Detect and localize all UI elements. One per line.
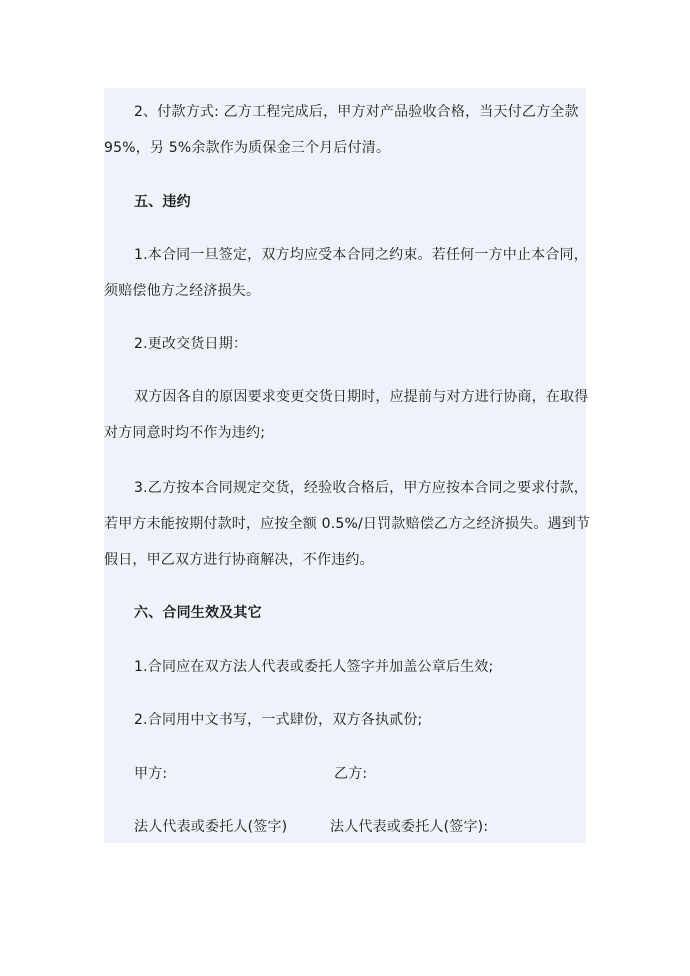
payment-terms-line-2: 95%，另 5%余款作为质保金三个月后付清。 [104,140,391,156]
breach-clause-2-line-1: 双方因各自的原因要求变更交货日期时，应提前与对方进行协商，在取得 [134,389,589,405]
effectiveness-clause-1: 1.合同应在双方法人代表或委托人签字并加盖公章后生效; [134,659,494,675]
party-a-label: 甲方: [134,766,168,782]
breach-clause-2-title: 2.更改交货日期： [134,336,248,352]
party-a-representative-signature: 法人代表或委托人(签字) [134,819,288,835]
party-b-representative-signature: 法人代表或委托人(签字): [330,819,489,835]
breach-clause-1-line-2: 须赔偿他方之经济损失。 [104,283,261,299]
breach-clause-3-line-1: 3.乙方按本合同规定交货，经验收合格后，甲方应按本合同之要求付款， [134,480,588,496]
effectiveness-clause-2: 2.合同用中文书写，一式肆份，双方各执贰份; [134,712,423,728]
section-effectiveness-heading: 六、合同生效及其它 [134,605,262,621]
breach-clause-2-line-2: 对方同意时均不作为违约; [104,425,266,441]
payment-terms-line-1: 2、付款方式: 乙方工程完成后，甲方对产品验收合格，当天付乙方全款 [134,104,579,120]
breach-clause-1-line-1: 1.本合同一旦签定，双方均应受本合同之约束。若任何一方中止本合同， [134,247,588,263]
section-breach-heading: 五、违约 [134,194,191,210]
breach-clause-3-line-2: 若甲方未能按期付款时，应按全额 0.5%/日罚款赔偿乙方之经济损失。遇到节 [104,516,591,532]
party-b-label: 乙方: [334,766,368,782]
breach-clause-3-line-3: 假日，甲乙双方进行协商解决，不作违约。 [104,552,374,568]
